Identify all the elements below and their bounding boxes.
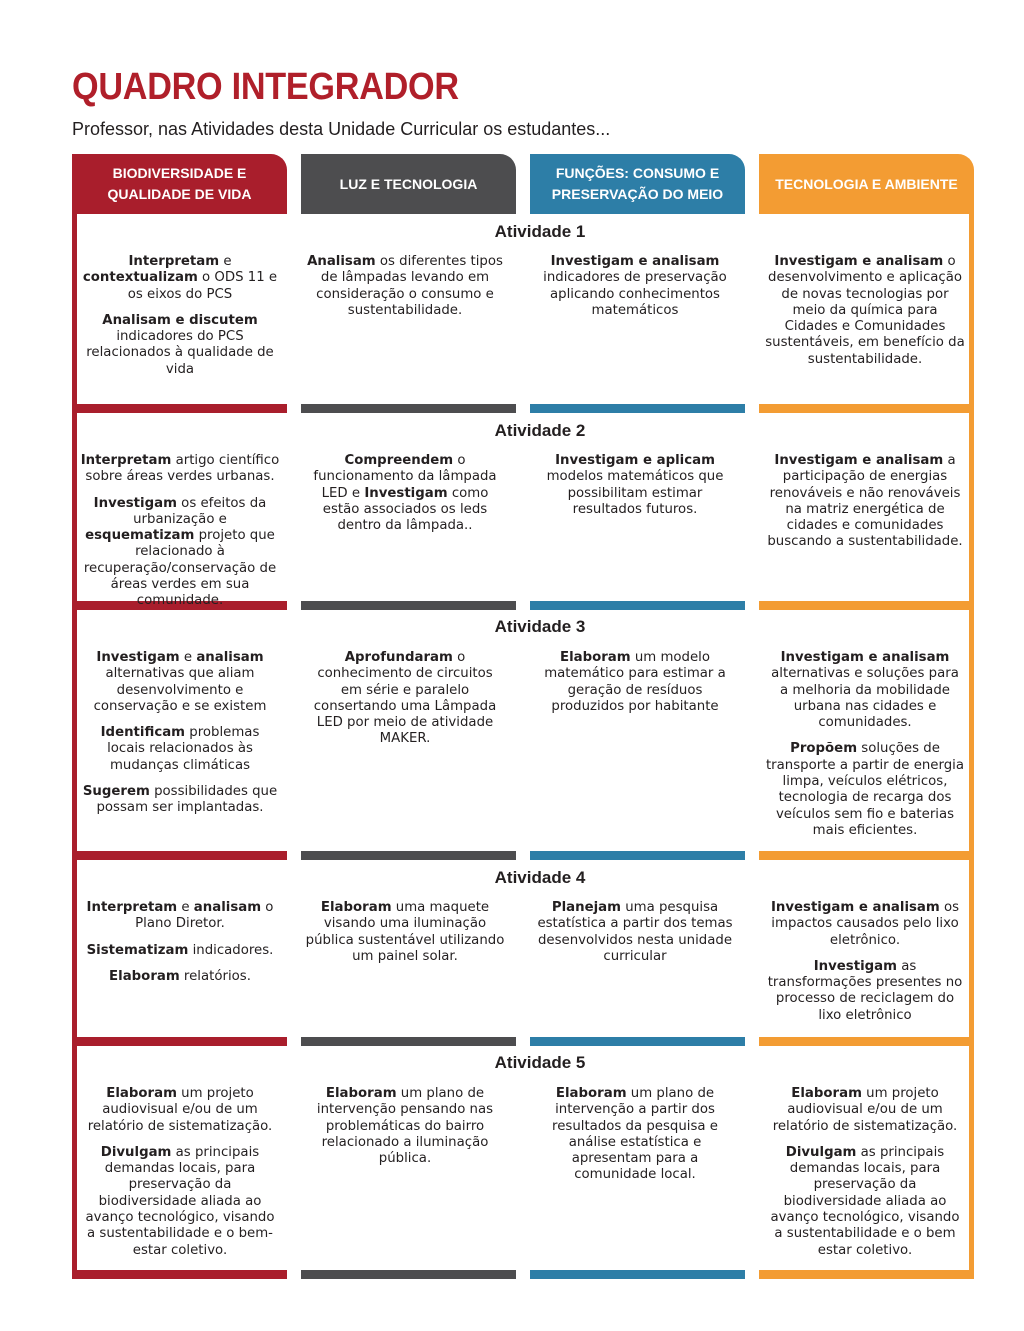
action-verb: Investigam e analisam <box>550 254 720 269</box>
activity-cell <box>305 453 505 544</box>
action-verb: Elaboram <box>106 1086 177 1101</box>
action-verb: Aprofundaram <box>344 650 453 665</box>
activity-cell <box>765 1086 965 1269</box>
cell-text: soluções de transporte a partir de energia limpa, veículos elétricos, tecnologia de recarga dos veículos sem fio e baterias mais eficientes. <box>765 741 965 838</box>
action-verb: Investigam <box>364 485 448 501</box>
action-verb: Interpretam <box>86 900 178 915</box>
cell-paragraph <box>305 453 505 534</box>
activity-cell <box>535 1086 735 1194</box>
action-verb: Elaboram <box>109 968 180 984</box>
cell-text: um plano de intervenção a partir dos resultados da pesquisa e análise estatística e apresentam para a comunidade local. <box>552 1086 718 1183</box>
activity-cell <box>535 900 735 975</box>
column-header-1: BIODIVERSIDADE E QUALIDADE DE VIDA <box>72 154 287 214</box>
separator-bar <box>301 1037 516 1046</box>
separator-bar <box>72 404 287 413</box>
cell-text: modelos matemáticos que possibilitam estimar resultados futuros. <box>546 469 724 517</box>
cell-text: uma pesquisa estatística a partir dos temas desenvolvidos nesta unidade curricular <box>537 900 733 964</box>
action-verb: contextualizam <box>82 270 198 286</box>
action-verb: Compreendem <box>344 453 454 468</box>
activity-cell <box>305 1086 505 1177</box>
separator-bar <box>72 851 287 860</box>
cell-paragraph <box>80 453 280 486</box>
cell-text: o Plano Diretor. <box>135 900 274 932</box>
separator-bar <box>301 1270 516 1279</box>
activity-cell <box>765 453 965 561</box>
cell-paragraph <box>80 900 280 933</box>
activity-cell <box>80 650 280 827</box>
cell-paragraph <box>305 900 505 965</box>
cell-text: alternativas e soluções para a melhoria da mobilidade urbana nas cidades e comunidades. <box>771 666 959 731</box>
action-verb: Investigam e analisam <box>780 650 950 665</box>
action-verb: Sistematizam <box>86 942 189 958</box>
cell-paragraph <box>305 650 505 748</box>
cell-paragraph <box>80 496 280 610</box>
cell-text: um projeto audiovisual e/ou de um relatório de sistematização. <box>87 1086 273 1134</box>
cell-text: um projeto audiovisual e/ou de um relatório de sistematização. <box>772 1086 958 1134</box>
cell-text: artigo científico sobre áreas verdes urbanas. <box>85 453 280 485</box>
activity-cell <box>535 453 735 528</box>
action-verb: Investigam <box>96 650 180 665</box>
action-verb: Interpretam <box>80 453 172 468</box>
cell-paragraph <box>80 1145 280 1259</box>
cell-text: indicadores. <box>188 942 274 958</box>
cell-paragraph <box>765 741 965 839</box>
separator-bar <box>759 404 974 413</box>
cell-text: os diferentes tipos de lâmpadas levando em consideração o consumo e sustentabilidade. <box>316 254 503 318</box>
page-subtitle: Professor, nas Atividades desta Unidade Curricular os estudantes... <box>72 119 611 139</box>
cell-paragraph <box>80 943 280 959</box>
action-verb: Analisam e discutem <box>102 312 258 328</box>
separator-bar <box>759 601 974 610</box>
cell-paragraph <box>80 784 280 817</box>
separator-bar <box>759 1270 974 1279</box>
action-verb: Elaboram <box>320 900 392 915</box>
cell-paragraph <box>765 1086 965 1135</box>
cell-paragraph <box>765 959 965 1024</box>
action-verb: Interpretam <box>128 254 220 269</box>
action-verb: Identificam <box>100 725 186 741</box>
activity-cell <box>305 900 505 975</box>
cell-text: e <box>179 650 197 665</box>
cell-text: o ODS 11 e os eixos do PCS <box>127 270 278 302</box>
cell-paragraph <box>765 453 965 551</box>
action-verb: Planejam <box>551 900 621 915</box>
activity-title: Atividade 3 <box>494 617 586 636</box>
action-verb: Investigam e analisam <box>774 254 944 269</box>
action-verb: Divulgam <box>785 1144 857 1160</box>
activity-cell <box>80 900 280 995</box>
separator-bar <box>530 1270 745 1279</box>
activity-cell <box>80 1086 280 1269</box>
cell-paragraph <box>80 254 280 303</box>
activity-cell <box>305 254 505 329</box>
activity-cell <box>765 650 965 849</box>
cell-text: as principais demandas locais, para preservação da biodiversidade aliada ao avanço tecnológico, visando a sustentabilidade e o bem estar coletivo. <box>770 1144 960 1258</box>
cell-paragraph <box>535 254 735 319</box>
separator-bar <box>530 404 745 413</box>
action-verb: analisam <box>196 650 264 665</box>
cell-paragraph <box>80 1086 280 1135</box>
column-header-2: LUZ E TECNOLOGIA <box>301 154 516 214</box>
action-verb: Investigam e aplicam <box>555 453 715 468</box>
action-verb: Elaboram <box>325 1086 397 1101</box>
activity-title: Atividade 2 <box>494 421 586 440</box>
action-verb: Investigam <box>813 958 897 974</box>
cell-text: as transformações presentes no processo de reciclagem do lixo eletrônico <box>767 958 963 1023</box>
separator-bar <box>530 601 745 610</box>
action-verb: Elaboram <box>559 650 631 665</box>
cell-text: indicadores do PCS relacionados à qualidade de vida <box>86 329 274 377</box>
cell-text: uma maquete visando uma iluminação pública sustentável utilizando um painel solar. <box>305 900 505 964</box>
activity-cell <box>535 650 735 725</box>
separator-bar <box>530 1037 745 1046</box>
separator-bar <box>759 1037 974 1046</box>
activity-cell <box>80 254 280 388</box>
cell-text: relatórios. <box>179 968 251 984</box>
cell-text: e <box>177 900 194 915</box>
action-verb: Analisam <box>307 254 376 269</box>
action-verb: Investigam <box>93 495 177 511</box>
separator-bar <box>301 601 516 610</box>
activity-cell <box>765 900 965 1034</box>
cell-paragraph <box>305 254 505 319</box>
cell-text: um modelo matemático para estimar a geração de resíduos produzidos por habitante <box>544 650 726 714</box>
separator-bar <box>72 1037 287 1046</box>
cell-text: o funcionamento da lâmpada LED e <box>313 453 497 501</box>
cell-paragraph <box>765 650 965 731</box>
cell-paragraph <box>535 900 735 965</box>
cell-text: as principais demandas locais, para preservação da biodiversidade aliada ao avanço tecnológico, visando a sustentabilidade e o bem-estar coletivo. <box>85 1144 275 1258</box>
cell-paragraph <box>80 650 280 715</box>
action-verb: Elaboram <box>791 1086 862 1101</box>
cell-text: a participação de energias renováveis e não renováveis na matriz energética de cidades e comunidades buscando a sustentabilidade. <box>767 453 963 550</box>
action-verb: Propõem <box>790 741 858 757</box>
cell-paragraph <box>535 1086 735 1184</box>
action-verb: esquematizam <box>85 528 195 544</box>
action-verb: Elaboram <box>555 1086 627 1101</box>
cell-text: e <box>219 254 232 269</box>
cell-paragraph <box>305 1086 505 1167</box>
cell-paragraph <box>765 1145 965 1259</box>
cell-paragraph <box>80 969 280 985</box>
cell-paragraph <box>535 650 735 715</box>
cell-text: o desenvolvimento e aplicação de novas tecnologias por meio da química para Cidades e Comunidades sustentáveis, em benefício da sustentabilidade. <box>765 254 965 367</box>
separator-bar <box>301 404 516 413</box>
cell-text: alternativas que aliam desenvolvimento e conservação e se existem <box>93 666 267 714</box>
activity-cell <box>305 650 505 758</box>
action-verb: Sugerem <box>82 784 150 800</box>
frame-left-border <box>72 214 77 1279</box>
action-verb: analisam <box>193 900 262 915</box>
cell-text: possibilidades que possam ser implantadas. <box>96 784 278 816</box>
cell-paragraph <box>80 725 280 774</box>
separator-bar <box>301 851 516 860</box>
cell-text: como estão associados os leds dentro da lâmpada.. <box>322 485 489 534</box>
separator-bar <box>72 1270 287 1279</box>
cell-text: projeto que relacionado à recuperação/conservação de áreas verdes em sua comunidade. <box>83 528 277 609</box>
cell-text: um plano de intervenção pensando nas problemáticas do bairro relacionado a iluminação pública. <box>316 1086 494 1167</box>
cell-paragraph <box>765 254 965 368</box>
action-verb: Investigam e analisam <box>774 453 944 468</box>
column-header-4: TECNOLOGIA E AMBIENTE <box>759 154 974 214</box>
activity-title: Atividade 1 <box>494 222 586 241</box>
cell-paragraph <box>765 900 965 949</box>
separator-bar <box>530 851 745 860</box>
action-verb: Investigam e analisam <box>770 900 940 915</box>
action-verb: Divulgam <box>100 1144 172 1160</box>
activity-cell <box>80 453 280 620</box>
frame-right-border <box>969 214 974 1279</box>
activity-title: Atividade 4 <box>494 868 586 887</box>
activity-cell <box>765 254 965 378</box>
cell-paragraph <box>80 313 280 378</box>
separator-bar <box>759 851 974 860</box>
column-header-3: FUNÇÕES: CONSUMO E PRESERVAÇÃO DO MEIO <box>530 154 745 214</box>
cell-text: indicadores de preservação aplicando conhecimentos matemáticos <box>543 270 727 318</box>
cell-text: os impactos causados pelo lixo eletrônico. <box>771 900 960 948</box>
cell-paragraph <box>535 453 735 518</box>
activity-title: Atividade 5 <box>494 1053 586 1072</box>
cell-text: problemas locais relacionados às mudanças climáticas <box>107 725 260 773</box>
cell-text: os efeitos da urbanização e <box>133 495 267 527</box>
page-title: QUADRO INTEGRADOR <box>72 66 459 108</box>
activity-cell <box>535 254 735 329</box>
cell-text: o conhecimento de circuitos em série e paralelo consertando uma Lâmpada LED por meio de atividade MAKER. <box>313 650 497 747</box>
